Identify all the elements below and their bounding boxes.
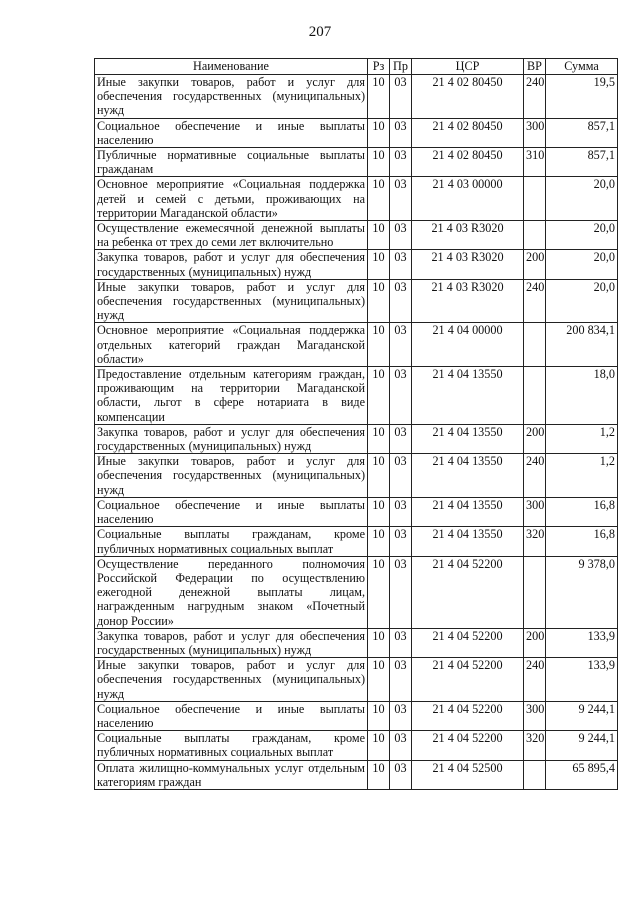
cell-name: Оплата жилищно-коммунальных услуг отдельным категориям граждан [95, 760, 368, 789]
cell-vr: 200 [524, 250, 546, 279]
cell-pr: 03 [390, 497, 412, 526]
cell-rz: 10 [368, 628, 390, 657]
cell-rz: 10 [368, 701, 390, 730]
table-row [95, 75, 618, 119]
table-row [95, 221, 618, 250]
cell-pr: 03 [390, 148, 412, 177]
table-row [95, 497, 618, 526]
budget-table [94, 58, 618, 790]
cell-vr: 300 [524, 497, 546, 526]
cell-name: Социальное обеспечение и иные выплаты населению [95, 118, 368, 147]
cell-csr: 21 4 04 13550 [412, 527, 524, 556]
cell-rz: 10 [368, 279, 390, 323]
cell-name: Иные закупки товаров, работ и услуг для обеспечения государственных (муниципальных) нужд [95, 658, 368, 702]
table-header-row [95, 59, 618, 75]
cell-pr: 03 [390, 760, 412, 789]
cell-rz: 10 [368, 221, 390, 250]
cell-csr: 21 4 04 00000 [412, 323, 524, 367]
cell-vr [524, 367, 546, 425]
cell-sum: 20,0 [546, 221, 618, 250]
table-row [95, 731, 618, 760]
cell-vr [524, 556, 546, 628]
cell-csr: 21 4 03 00000 [412, 177, 524, 221]
cell-rz: 10 [368, 497, 390, 526]
cell-sum: 9 378,0 [546, 556, 618, 628]
table-row [95, 760, 618, 789]
cell-csr: 21 4 04 13550 [412, 454, 524, 498]
cell-name: Основное мероприятие «Социальная поддержка отдельных категорий граждан Магаданской области» [95, 323, 368, 367]
header-csr: ЦСР [412, 59, 524, 75]
cell-vr: 200 [524, 628, 546, 657]
cell-rz: 10 [368, 118, 390, 147]
cell-sum: 857,1 [546, 148, 618, 177]
table-row [95, 250, 618, 279]
cell-csr: 21 4 04 52200 [412, 658, 524, 702]
cell-sum: 133,9 [546, 658, 618, 702]
cell-sum: 16,8 [546, 497, 618, 526]
cell-sum: 9 244,1 [546, 701, 618, 730]
cell-pr: 03 [390, 628, 412, 657]
cell-rz: 10 [368, 527, 390, 556]
cell-pr: 03 [390, 454, 412, 498]
cell-sum: 18,0 [546, 367, 618, 425]
cell-vr: 240 [524, 75, 546, 119]
cell-vr: 200 [524, 424, 546, 453]
cell-sum: 20,0 [546, 250, 618, 279]
header-name: Наименование [95, 59, 368, 75]
cell-name: Социальные выплаты гражданам, кроме публичных нормативных социальных выплат [95, 731, 368, 760]
cell-csr: 21 4 04 52500 [412, 760, 524, 789]
table-body [95, 75, 618, 790]
table-row [95, 118, 618, 147]
cell-rz: 10 [368, 556, 390, 628]
header-rz: Рз [368, 59, 390, 75]
cell-vr [524, 221, 546, 250]
cell-vr: 240 [524, 454, 546, 498]
cell-name: Иные закупки товаров, работ и услуг для обеспечения государственных (муниципальных) нужд [95, 454, 368, 498]
cell-name: Осуществление ежемесячной денежной выплаты на ребенка от трех до семи лет включительно [95, 221, 368, 250]
cell-rz: 10 [368, 177, 390, 221]
table-row [95, 148, 618, 177]
cell-csr: 21 4 04 13550 [412, 497, 524, 526]
cell-name: Иные закупки товаров, работ и услуг для обеспечения государственных (муниципальных) нужд [95, 75, 368, 119]
cell-rz: 10 [368, 323, 390, 367]
table-row [95, 177, 618, 221]
cell-name: Основное мероприятие «Социальная поддержка детей и семей с детьми, проживающих на территории Магаданской области» [95, 177, 368, 221]
cell-csr: 21 4 02 80450 [412, 118, 524, 147]
cell-csr: 21 4 03 R3020 [412, 250, 524, 279]
cell-sum: 19,5 [546, 75, 618, 119]
cell-pr: 03 [390, 527, 412, 556]
cell-name: Закупка товаров, работ и услуг для обеспечения государственных (муниципальных) нужд [95, 628, 368, 657]
cell-csr: 21 4 02 80450 [412, 148, 524, 177]
cell-csr: 21 4 03 R3020 [412, 221, 524, 250]
cell-csr: 21 4 04 13550 [412, 367, 524, 425]
cell-rz: 10 [368, 250, 390, 279]
cell-sum: 65 895,4 [546, 760, 618, 789]
table-row [95, 658, 618, 702]
page-number: 207 [308, 24, 332, 40]
cell-pr: 03 [390, 323, 412, 367]
cell-name: Иные закупки товаров, работ и услуг для обеспечения государственных (муниципальных) нужд [95, 279, 368, 323]
cell-sum: 16,8 [546, 527, 618, 556]
cell-name: Публичные нормативные социальные выплаты гражданам [95, 148, 368, 177]
cell-pr: 03 [390, 250, 412, 279]
cell-vr: 240 [524, 658, 546, 702]
cell-sum: 9 244,1 [546, 731, 618, 760]
cell-pr: 03 [390, 701, 412, 730]
cell-pr: 03 [390, 75, 412, 119]
table-row [95, 556, 618, 628]
header-vr: ВР [524, 59, 546, 75]
cell-sum: 200 834,1 [546, 323, 618, 367]
cell-sum: 20,0 [546, 279, 618, 323]
cell-csr: 21 4 04 52200 [412, 701, 524, 730]
cell-vr [524, 323, 546, 367]
table-row [95, 279, 618, 323]
cell-csr: 21 4 04 52200 [412, 556, 524, 628]
cell-name: Социальное обеспечение и иные выплаты населению [95, 701, 368, 730]
cell-rz: 10 [368, 148, 390, 177]
cell-sum: 1,2 [546, 424, 618, 453]
header-sum: Сумма [546, 59, 618, 75]
cell-rz: 10 [368, 454, 390, 498]
cell-sum: 133,9 [546, 628, 618, 657]
cell-pr: 03 [390, 118, 412, 147]
cell-name: Закупка товаров, работ и услуг для обеспечения государственных (муниципальных) нужд [95, 250, 368, 279]
cell-csr: 21 4 04 13550 [412, 424, 524, 453]
cell-name: Социальные выплаты гражданам, кроме публичных нормативных социальных выплат [95, 527, 368, 556]
cell-vr [524, 760, 546, 789]
cell-vr: 320 [524, 527, 546, 556]
cell-rz: 10 [368, 731, 390, 760]
cell-name: Социальное обеспечение и иные выплаты населению [95, 497, 368, 526]
cell-name: Закупка товаров, работ и услуг для обеспечения государственных (муниципальных) нужд [95, 424, 368, 453]
cell-pr: 03 [390, 424, 412, 453]
cell-pr: 03 [390, 556, 412, 628]
cell-vr: 320 [524, 731, 546, 760]
cell-pr: 03 [390, 221, 412, 250]
cell-vr: 310 [524, 148, 546, 177]
table-row [95, 628, 618, 657]
table-row [95, 701, 618, 730]
cell-vr: 240 [524, 279, 546, 323]
table-row [95, 367, 618, 425]
header-pr: Пр [390, 59, 412, 75]
table-row [95, 323, 618, 367]
cell-rz: 10 [368, 75, 390, 119]
table-row [95, 454, 618, 498]
cell-csr: 21 4 04 52200 [412, 731, 524, 760]
cell-rz: 10 [368, 658, 390, 702]
cell-rz: 10 [368, 367, 390, 425]
cell-pr: 03 [390, 658, 412, 702]
cell-csr: 21 4 04 52200 [412, 628, 524, 657]
cell-pr: 03 [390, 279, 412, 323]
cell-sum: 1,2 [546, 454, 618, 498]
cell-sum: 20,0 [546, 177, 618, 221]
cell-csr: 21 4 03 R3020 [412, 279, 524, 323]
table-row [95, 527, 618, 556]
cell-vr: 300 [524, 118, 546, 147]
cell-rz: 10 [368, 760, 390, 789]
cell-pr: 03 [390, 731, 412, 760]
cell-pr: 03 [390, 177, 412, 221]
cell-csr: 21 4 02 80450 [412, 75, 524, 119]
cell-pr: 03 [390, 367, 412, 425]
table-row [95, 424, 618, 453]
cell-name: Осуществление переданного полномочия Российской Федерации по осуществлению ежегодной денежной выплаты лицам, награжденным нагрудным знаком «Почетный донор России» [95, 556, 368, 628]
cell-name: Предоставление отдельным категориям граждан, проживающим на территории Магаданской области, льгот в сфере нотариата в виде компенсации [95, 367, 368, 425]
cell-vr: 300 [524, 701, 546, 730]
cell-vr [524, 177, 546, 221]
cell-sum: 857,1 [546, 118, 618, 147]
cell-rz: 10 [368, 424, 390, 453]
